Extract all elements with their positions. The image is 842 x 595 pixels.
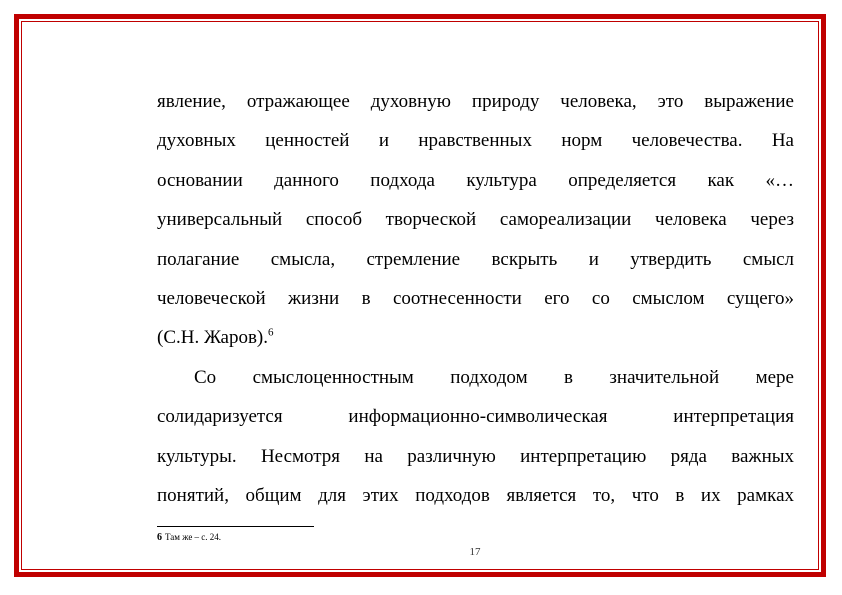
text-line-paragraph-end [157,318,794,357]
footnote-number: 6 [157,532,162,543]
text-line: полагание смысла, стремление вскрыть и утвердить смысл [157,248,794,270]
text-line: духовных ценностей и нравственных норм человечества. На [157,130,794,152]
footnote-separator [157,526,314,527]
footnote-reference: 6 [268,327,274,340]
text-line: основании данного подхода культура определяется как «… [157,169,794,191]
footnote-text: Там же – с. 24. [165,532,222,542]
text-line: понятий, общим для этих подходов является то, что в их рамках [157,484,794,506]
page-number: 17 [469,546,481,558]
text-line: солидаризуется информационно-символическая интерпретация [157,406,794,428]
text-line: (С.Н. Жаров). [157,327,269,349]
body-text [157,82,794,515]
text-line: культуры. Несмотря на различную интерпретацию ряда важных [157,445,794,467]
text-line: человеческой жизни в соотнесенности его со смыслом сущего» [157,287,794,309]
footnote [157,531,221,544]
text-line: явление, отражающее духовную природу человека, это выражение [157,91,794,112]
text-line-paragraph-start: Со смыслоценностным подходом в значительной мере [194,366,794,388]
text-line: универсальный способ творческой самореализации человека через [157,209,794,231]
